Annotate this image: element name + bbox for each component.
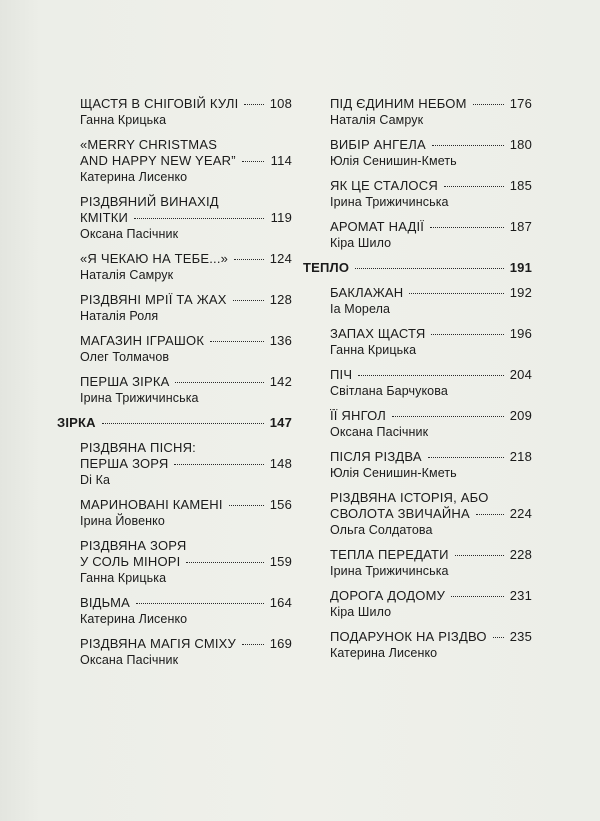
dot-leader	[244, 104, 263, 105]
dot-leader	[175, 382, 263, 383]
entry-title-line	[330, 629, 532, 645]
entry-title-part: «MERRY CHRISTMAS	[80, 137, 218, 152]
toc-entry[interactable]	[330, 449, 532, 481]
toc-entry[interactable]	[80, 137, 292, 185]
dot-leader	[234, 259, 264, 260]
entry-author: Ірина Трижичинська	[330, 195, 449, 209]
dot-leader	[431, 334, 503, 335]
entry-author: Світлана Барчукова	[330, 384, 448, 398]
entry-title-line	[80, 538, 292, 554]
dot-leader	[444, 186, 504, 187]
entry-title-line	[80, 636, 292, 652]
toc-entry[interactable]	[330, 285, 532, 317]
entry-author: Юлія Сенишин-Кметь	[330, 466, 457, 480]
entry-author: Оксана Пасічник	[80, 653, 179, 667]
entry-page-number: 142	[269, 374, 292, 389]
entry-author: Катерина Лисенко	[80, 612, 188, 626]
toc-section-heading	[57, 415, 292, 431]
dot-leader	[186, 562, 263, 563]
dot-leader	[428, 457, 504, 458]
entry-author: Ганна Крицька	[80, 571, 167, 585]
dot-leader	[451, 596, 504, 597]
toc-right-column	[303, 96, 532, 670]
entry-title: ПЕРША ЗІРКА	[80, 374, 170, 389]
entry-title: ПЕРША ЗОРЯ	[80, 456, 169, 471]
entry-title: «Я ЧЕКАЮ НА ТЕБЕ...»	[80, 251, 229, 266]
entry-title-line	[330, 588, 532, 604]
dot-leader	[493, 637, 504, 638]
dot-leader	[473, 104, 504, 105]
dot-leader	[409, 293, 503, 294]
entry-title-line	[330, 285, 532, 301]
entry-title-part: РІЗДВЯНА ЗОРЯ	[80, 538, 187, 553]
toc-entry[interactable]	[330, 629, 532, 661]
entry-title: AND HAPPY NEW YEAR”	[80, 153, 236, 168]
entry-title-line	[80, 194, 292, 210]
entry-title-line	[330, 490, 532, 506]
dot-leader	[102, 423, 264, 424]
entry-author: Наталія Самрук	[80, 268, 174, 282]
entry-title-line	[330, 449, 532, 465]
entry-title: РІЗДВЯНА МАГІЯ СМІХУ	[80, 636, 237, 651]
entry-author: Ірина Трижичинська	[330, 564, 449, 578]
entry-page-number: 124	[269, 251, 292, 266]
entry-title-line	[80, 153, 292, 169]
dot-leader	[355, 268, 504, 269]
toc-entry[interactable]	[330, 588, 532, 620]
entry-title: ПІСЛЯ РІЗДВА	[330, 449, 422, 464]
entry-page-number: 108	[269, 96, 292, 111]
entry-title: БАКЛАЖАН	[330, 285, 404, 300]
entry-page-number: 187	[509, 219, 532, 234]
entry-author: Іа Морела	[330, 302, 391, 316]
entry-title: КМІТКИ	[80, 210, 129, 225]
section-title: ТЕПЛО	[303, 260, 350, 275]
toc-entry[interactable]	[80, 538, 292, 586]
entry-title-line	[330, 506, 532, 522]
toc-entry[interactable]	[330, 547, 532, 579]
entry-page-number: 136	[269, 333, 292, 348]
entry-author: Кіра Шило	[330, 605, 392, 619]
dot-leader	[233, 300, 264, 301]
entry-title-line	[330, 367, 532, 383]
toc-entry[interactable]	[80, 251, 292, 283]
entry-title: ВІДЬМА	[80, 595, 131, 610]
entry-title: ПІЧ	[330, 367, 353, 382]
entry-page-number: 185	[509, 178, 532, 193]
dot-leader	[455, 555, 504, 556]
entry-title: ВИБІР АНГЕЛА	[330, 137, 426, 152]
entry-title-line	[80, 456, 292, 472]
toc-entry[interactable]	[80, 292, 292, 324]
entry-title: ДОРОГА ДОДОМУ	[330, 588, 446, 603]
entry-page-number: 196	[509, 326, 532, 341]
entry-title-line	[80, 374, 292, 390]
entry-title-line	[330, 547, 532, 563]
entry-author: Оксана Пасічник	[80, 227, 179, 241]
dot-leader	[242, 161, 264, 162]
toc-section-heading	[303, 260, 532, 276]
entry-page-number: 159	[269, 554, 292, 569]
dot-leader	[210, 341, 264, 342]
dot-leader	[136, 603, 264, 604]
entry-page-number: 128	[269, 292, 292, 307]
toc-entry[interactable]	[330, 367, 532, 399]
entry-page-number: 164	[269, 595, 292, 610]
entry-title-line	[80, 292, 292, 308]
entry-title-line	[80, 210, 292, 226]
toc-entry[interactable]	[80, 374, 292, 406]
entry-title-line	[80, 497, 292, 513]
entry-page-number: 228	[509, 547, 532, 562]
dot-leader	[174, 464, 263, 465]
dot-leader	[430, 227, 504, 228]
entry-author: Ганна Крицька	[330, 343, 417, 357]
entry-title: ПОДАРУНОК НА РІЗДВО	[330, 629, 487, 644]
entry-page-number: 114	[270, 153, 292, 168]
entry-title: ЩАСТЯ В СНІГОВІЙ КУЛІ	[80, 96, 239, 111]
entry-title: РІЗДВЯНІ МРІЇ ТА ЖАХ	[80, 292, 227, 307]
entry-page-number: 218	[509, 449, 532, 464]
section-page-number: 191	[509, 260, 532, 275]
entry-page-number: 176	[509, 96, 532, 111]
toc-entry[interactable]	[80, 96, 292, 128]
toc-entry[interactable]	[80, 333, 292, 365]
section-title: ЗІРКА	[57, 415, 96, 430]
toc-entry[interactable]	[330, 178, 532, 210]
entry-author: Кіра Шило	[330, 236, 392, 250]
dot-leader	[476, 514, 504, 515]
entry-page-number: 148	[269, 456, 292, 471]
entry-author: Олег Толмачов	[80, 350, 170, 364]
section-page-number: 147	[269, 415, 292, 430]
entry-author: Ганна Крицька	[80, 113, 167, 127]
entry-title: АРОМАТ НАДІЇ	[330, 219, 425, 234]
entry-title-line	[80, 251, 292, 267]
entry-title: ТЕПЛА ПЕРЕДАТИ	[330, 547, 449, 562]
toc-entry[interactable]	[330, 96, 532, 128]
entry-title-part: РІЗДВЯНА ІСТОРІЯ, АБО	[330, 490, 489, 505]
entry-title-line	[80, 137, 292, 153]
entry-author: Ірина Трижичинська	[80, 391, 199, 405]
entry-title-line	[330, 219, 532, 235]
entry-page-number: 231	[509, 588, 532, 603]
entry-title-line	[330, 326, 532, 342]
section-line	[303, 260, 532, 276]
toc-entry[interactable]	[330, 326, 532, 358]
entry-page-number: 204	[509, 367, 532, 382]
entry-page-number: 119	[270, 210, 292, 225]
dot-leader	[432, 145, 504, 146]
entry-author: Наталія Самрук	[330, 113, 424, 127]
toc-entry[interactable]	[330, 137, 532, 169]
entry-title-line	[330, 96, 532, 112]
entry-author: Ольга Солдатова	[330, 523, 433, 537]
entry-author: Наталія Роля	[80, 309, 159, 323]
entry-title-part: РІЗДВЯНА ПІСНЯ:	[80, 440, 196, 455]
toc-entry[interactable]	[80, 497, 292, 529]
dot-leader	[392, 416, 504, 417]
entry-title: МАГАЗИН ІГРАШОК	[80, 333, 205, 348]
toc-entry[interactable]	[80, 194, 292, 242]
section-line	[57, 415, 292, 431]
dot-leader	[358, 375, 503, 376]
entry-title: У СОЛЬ МІНОРІ	[80, 554, 181, 569]
entry-title-line	[80, 333, 292, 349]
toc-entry[interactable]	[80, 440, 292, 488]
dot-leader	[229, 505, 264, 506]
entry-author: Ірина Йовенко	[80, 514, 165, 528]
entry-title-line	[330, 137, 532, 153]
entry-title: МАРИНОВАНІ КАМЕНІ	[80, 497, 223, 512]
entry-page-number: 169	[269, 636, 292, 651]
entry-author: Юлія Сенишин-Кметь	[330, 154, 457, 168]
entry-title-line	[330, 178, 532, 194]
entry-title-line	[330, 408, 532, 424]
entry-page-number: 180	[509, 137, 532, 152]
toc-entry[interactable]	[330, 219, 532, 251]
entry-title: СВОЛОТА ЗВИЧАЙНА	[330, 506, 470, 521]
entry-title: ЗАПАХ ЩАСТЯ	[330, 326, 426, 341]
entry-author: Катерина Лисенко	[330, 646, 438, 660]
entry-page-number: 156	[269, 497, 292, 512]
toc-entry[interactable]	[80, 636, 292, 668]
entry-title-line	[80, 595, 292, 611]
entry-page-number: 224	[509, 506, 532, 521]
entry-author: Катерина Лисенко	[80, 170, 188, 184]
toc-entry[interactable]	[80, 595, 292, 627]
dot-leader	[134, 218, 264, 219]
entry-title-line	[80, 96, 292, 112]
entry-page-number: 192	[509, 285, 532, 300]
toc-entry[interactable]	[330, 408, 532, 440]
toc-left-column	[57, 96, 292, 677]
entry-author: Di Ка	[80, 473, 111, 487]
entry-page-number: 209	[509, 408, 532, 423]
entry-title-line	[80, 554, 292, 570]
entry-title-part: РІЗДВЯНИЙ ВИНАХІД	[80, 194, 219, 209]
entry-author: Оксана Пасічник	[330, 425, 429, 439]
entry-page-number: 235	[509, 629, 532, 644]
entry-title: ПІД ЄДИНИМ НЕБОМ	[330, 96, 467, 111]
entry-title: ЯК ЦЕ СТАЛОСЯ	[330, 178, 438, 193]
entry-title: ЇЇ ЯНГОЛ	[330, 408, 387, 423]
toc-entry[interactable]	[330, 490, 532, 538]
dot-leader	[242, 644, 264, 645]
entry-title-line	[80, 440, 292, 456]
